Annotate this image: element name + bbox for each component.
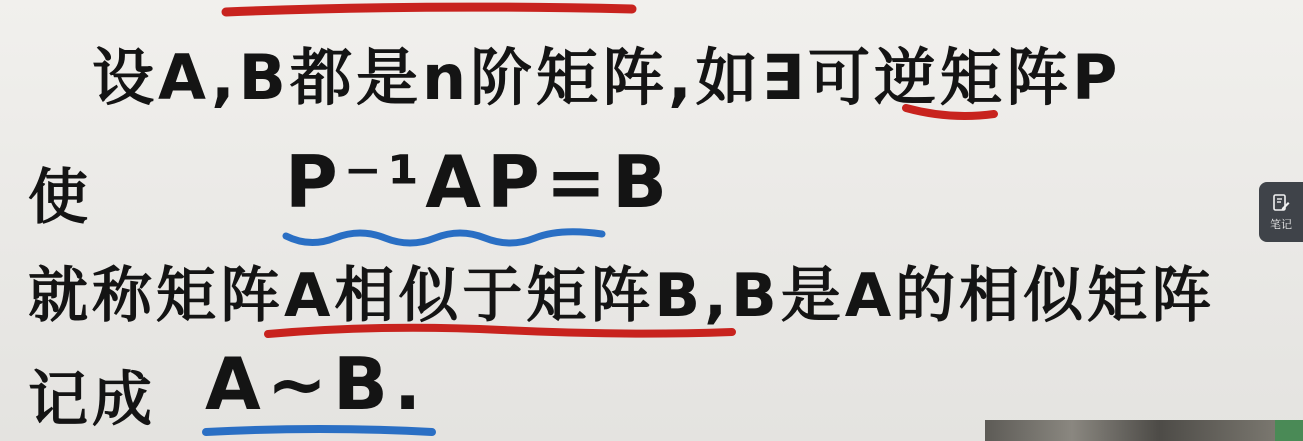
notes-button[interactable] (1259, 182, 1303, 242)
note-edit-icon (1271, 193, 1291, 213)
definition-line-3: 就称矩阵A相似于矩阵B,B是A的相似矩阵 (28, 261, 1216, 331)
similar-red-underline (262, 316, 742, 344)
thumbnail-edge (1275, 420, 1303, 441)
notation-blue-underline (200, 422, 440, 441)
notes-button-label: 笔记 (1270, 217, 1292, 231)
similarity-formula: P⁻¹AP=B (285, 140, 674, 224)
definition-line-4-word: 记成 (28, 365, 156, 435)
exists-red-underline (900, 100, 1000, 124)
notation-formula: A~B. (205, 342, 428, 426)
presenter-video-thumbnail (985, 420, 1275, 441)
definition-line-2-word: 使 (28, 163, 92, 233)
top-red-underline (220, 0, 640, 22)
definition-line-1: 设A,B都是n阶矩阵,如∃可逆矩阵P (92, 41, 1122, 114)
